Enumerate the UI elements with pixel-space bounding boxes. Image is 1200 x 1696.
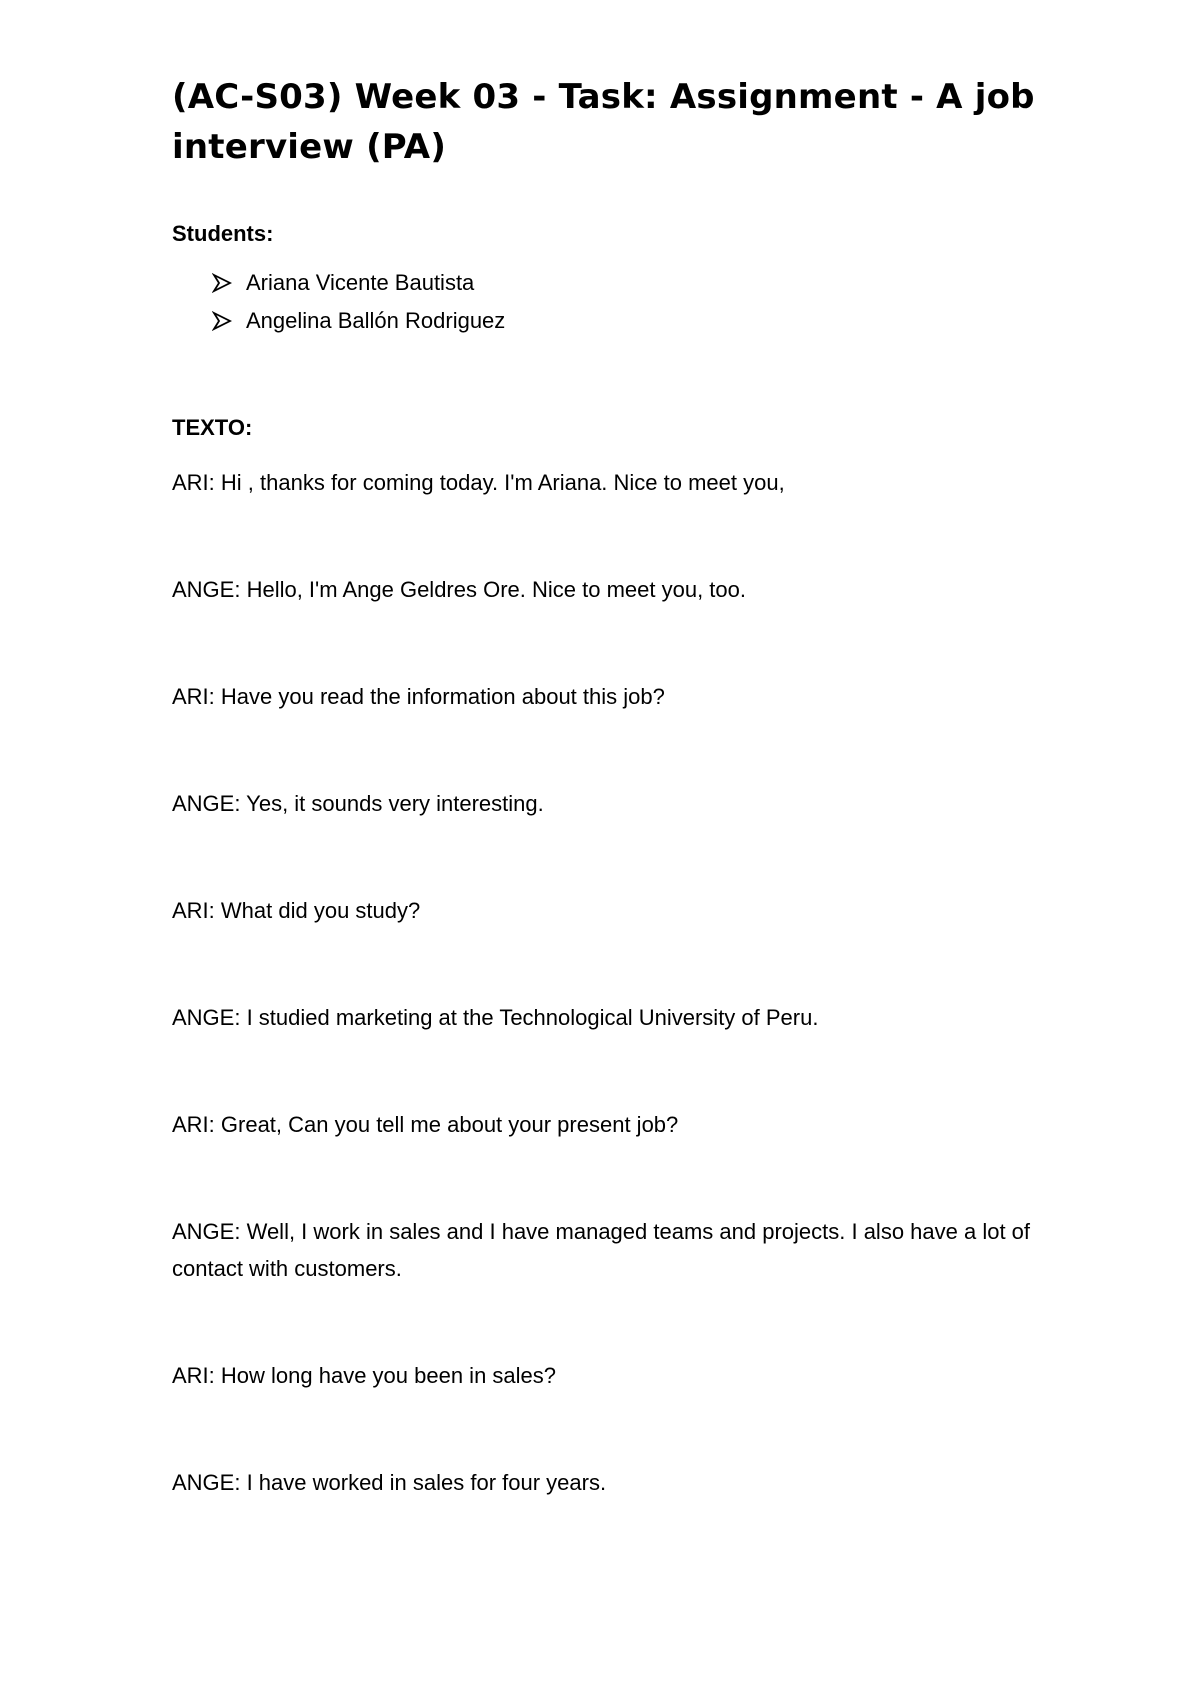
dialogue-line: ANGE: Yes, it sounds very interesting. — [172, 791, 544, 816]
students-list — [172, 264, 1052, 340]
dialogue — [172, 464, 1052, 1501]
dialogue-line: ARI: What did you study? — [172, 898, 421, 923]
dialogue-line: ARI: Great, Can you tell me about your present job? — [172, 1112, 679, 1137]
dialogue-line: ARI: How long have you been in sales? — [172, 1363, 557, 1388]
student-name: Ariana Vicente Bautista — [246, 270, 475, 295]
arrowhead-bullet-icon — [212, 273, 232, 293]
dialogue-line: ARI: Hi , thanks for coming today. I'm Ariana. Nice to meet you, — [172, 470, 785, 495]
arrowhead-bullet-icon — [212, 311, 232, 331]
document-title: (AC-S03) Week 03 - Task: Assignment - A job interview (PA) — [172, 77, 1035, 167]
dialogue-line: ANGE: I studied marketing at the Technological University of Peru. — [172, 1005, 819, 1030]
student-item — [212, 302, 1052, 340]
student-item — [212, 264, 1052, 302]
dialogue-line: ANGE: I have worked in sales for four years. — [172, 1470, 607, 1495]
texto-label: TEXTO: — [172, 415, 253, 440]
document-page — [172, 72, 1052, 1571]
dialogue-line: ANGE: Well, I work in sales and I have managed teams and projects. I also have a lot of contact with customers. — [172, 1219, 1031, 1281]
student-name: Angelina Ballón Rodriguez — [246, 308, 506, 333]
dialogue-line: ANGE: Hello, I'm Ange Geldres Ore. Nice to meet you, too. — [172, 577, 746, 602]
students-label: Students: — [172, 221, 274, 246]
dialogue-line: ARI: Have you read the information about this job? — [172, 684, 665, 709]
